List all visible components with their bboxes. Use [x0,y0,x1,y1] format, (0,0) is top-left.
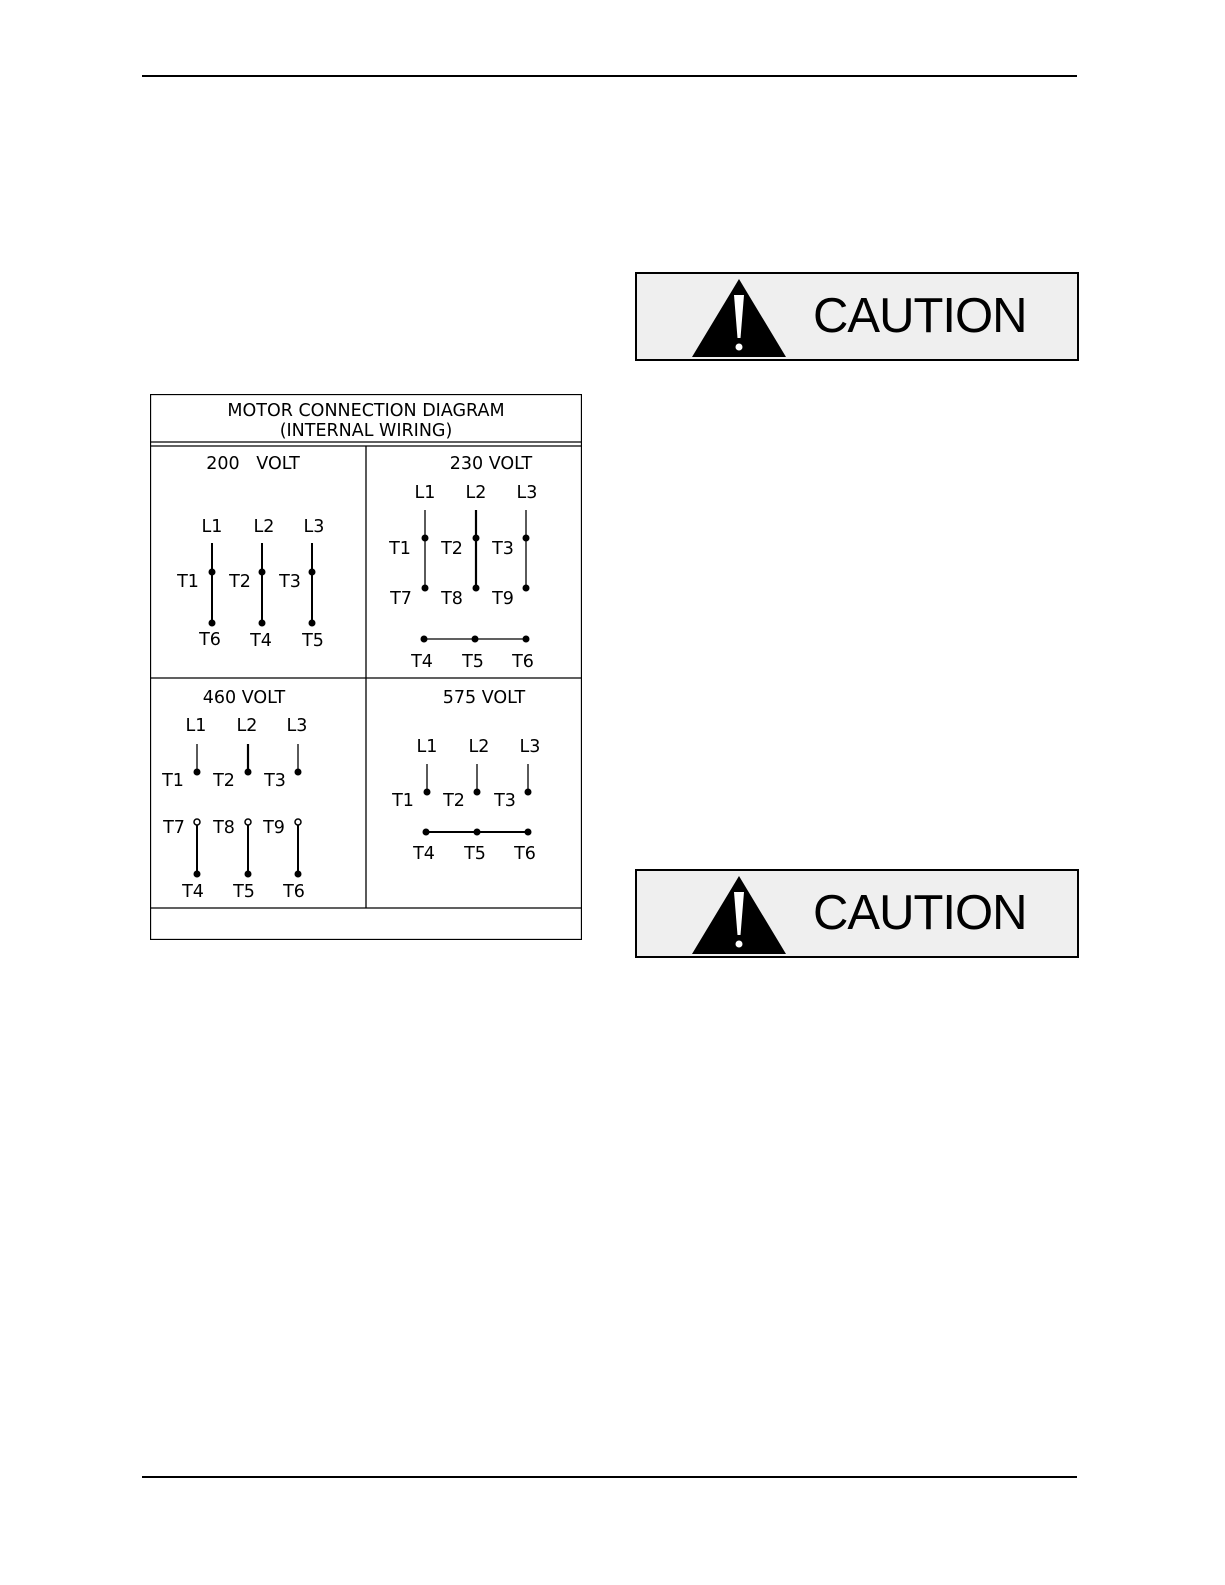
caution-banner [635,272,1079,361]
diagram-subtitle: (INTERNAL WIRING) [279,421,453,441]
terminal-label: T1 [392,791,414,811]
terminal-label: T1 [177,572,199,592]
terminal-label: T2 [443,791,465,811]
terminal-label: L1 [201,517,223,537]
caution-label: CAUTION [813,289,1027,343]
terminal-label: T6 [199,630,221,650]
terminal-label: T1 [162,771,184,791]
terminal-label: L2 [253,517,275,537]
motor-connection-diagram-svg [150,394,582,940]
terminal-label: T4 [411,652,433,672]
caution-label: CAUTION [813,886,1027,940]
terminal-label: L1 [416,737,438,757]
panel-460-volt [161,688,307,902]
terminal-label: L3 [286,716,308,736]
terminal-label: L3 [516,483,538,503]
terminal-label: T8 [441,589,463,609]
motor-connection-diagram [150,394,582,940]
terminal-label: T2 [441,539,463,559]
header-rule [142,75,1077,77]
terminal-label: T6 [514,844,536,864]
terminal-label: T3 [492,539,514,559]
terminal-label: T7 [390,589,412,609]
terminal-label: L3 [519,737,541,757]
terminal-label: T4 [413,844,435,864]
terminal-label: T5 [302,631,324,651]
terminal-label: T2 [213,771,235,791]
footer-rule [142,1476,1077,1478]
terminal-label: T5 [462,652,484,672]
terminal-label: T8 [213,818,235,838]
panel-title: 460 VOLT [202,688,286,708]
terminal-label: L1 [185,716,207,736]
terminal-label: T2 [229,572,251,592]
terminal-label: T6 [283,882,305,902]
terminal-label: T3 [264,771,286,791]
terminal-label: T9 [492,589,514,609]
terminal-label: L2 [468,737,490,757]
panel-575-volt [391,688,540,864]
terminal-label: T5 [233,882,255,902]
panel-title: 575 VOLT [442,688,526,708]
panel-title: 230 VOLT [449,454,533,474]
warning-triangle-icon [691,875,787,960]
panel-title: 200 VOLT [206,454,300,474]
terminal-label: T7 [163,818,185,838]
caution-banner [635,869,1079,958]
terminal-label: T4 [250,631,272,651]
terminal-label: L2 [236,716,258,736]
diagram-title: MOTOR CONNECTION DIAGRAM [227,401,505,421]
terminal-label: T6 [512,652,534,672]
panel-200-volt [176,454,324,651]
terminal-label: L3 [303,517,325,537]
terminal-label: T9 [263,818,285,838]
terminal-label: T3 [494,791,516,811]
terminal-label: L1 [414,483,436,503]
terminal-label: T1 [389,539,411,559]
panel-230-volt [388,454,537,672]
warning-triangle-icon [691,278,787,363]
terminal-label: L2 [465,483,487,503]
terminal-label: T5 [464,844,486,864]
terminal-label: T3 [279,572,301,592]
terminal-label: T4 [182,882,204,902]
